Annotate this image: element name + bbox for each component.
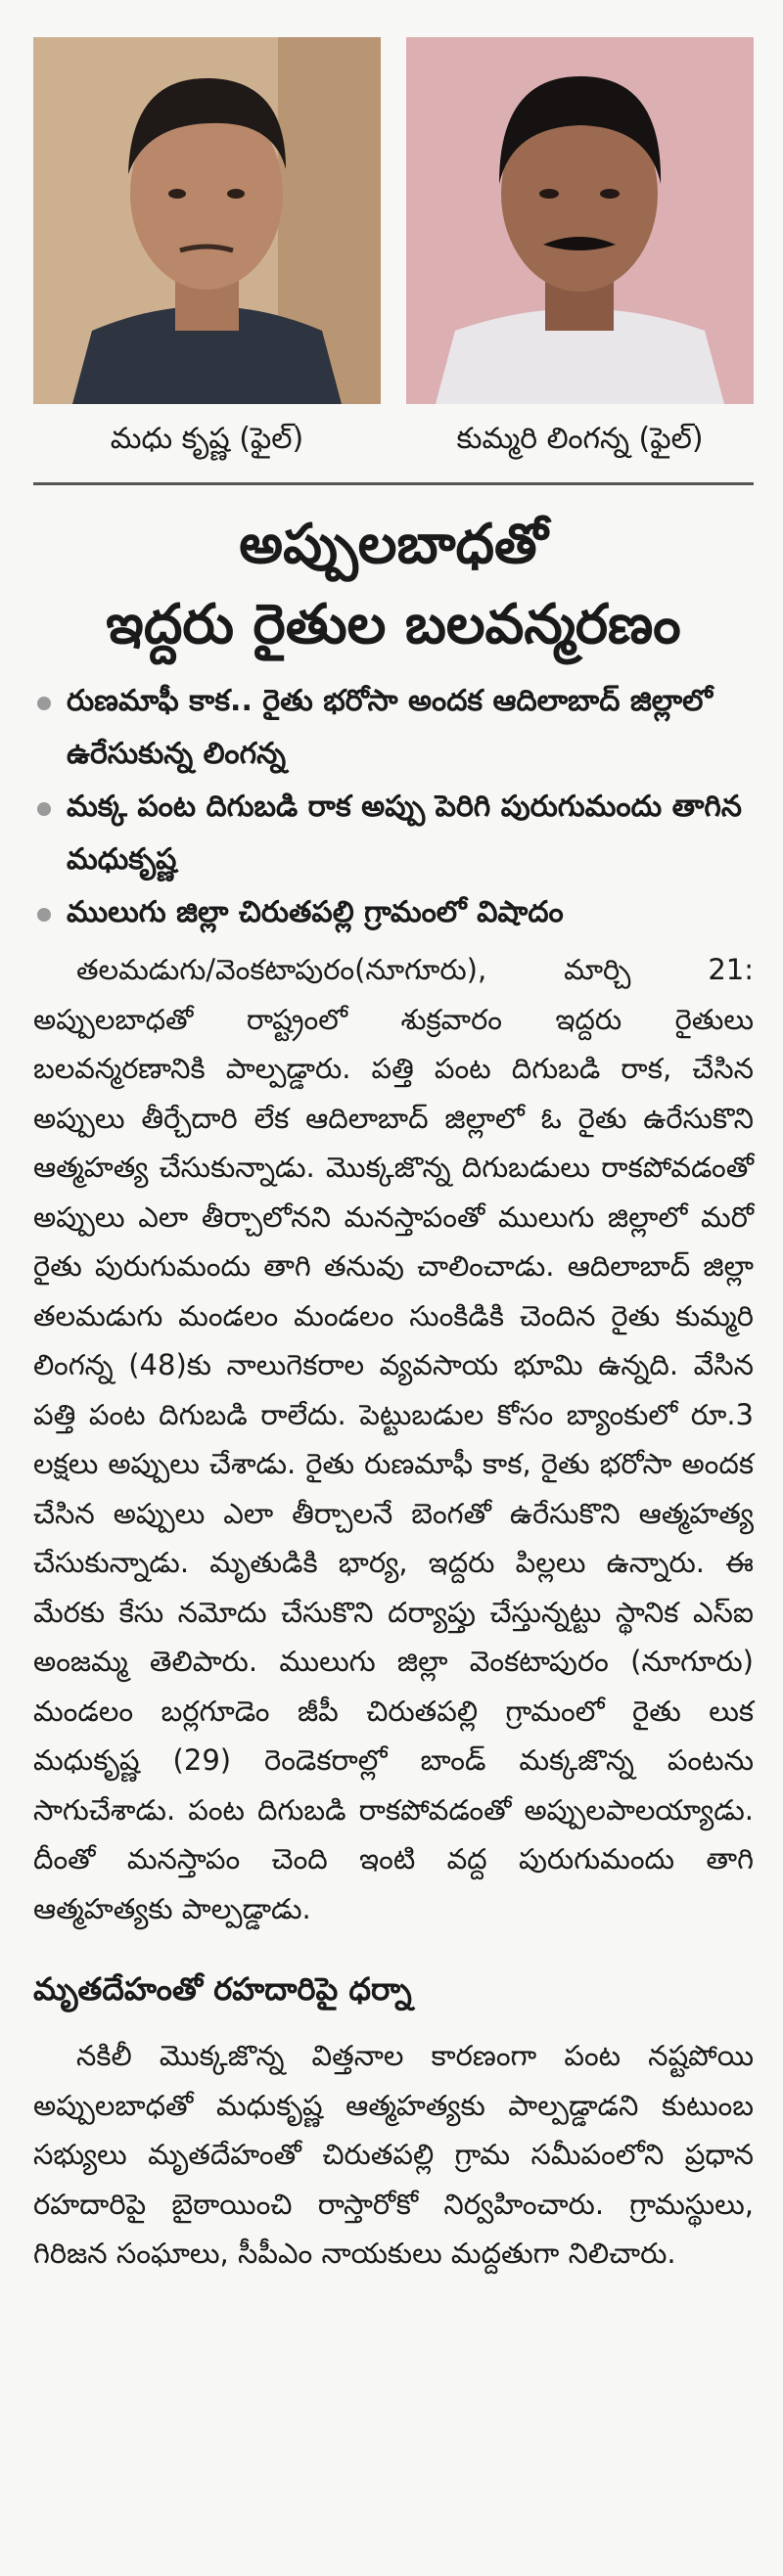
divider	[33, 482, 754, 485]
photo-caption: మధు కృష్ణ (ఫైల్)	[110, 422, 304, 456]
subheading: మృతదేహంతో రహదారిపై ధర్నా	[33, 1970, 412, 2008]
photo-card-madhu-krishna	[33, 37, 381, 461]
photo-card-kummari-linganna	[406, 37, 754, 461]
portrait-photo-madhu-krishna	[33, 37, 381, 404]
headline	[33, 505, 754, 665]
headline-line-1: అప్పులబాధతో	[239, 513, 548, 576]
headline-line-2: ఇద్దరు రైతుల బలవన్మరణం	[106, 593, 681, 656]
bullet-icon	[37, 802, 51, 816]
highlight-item: మక్క పంట దిగుబడి రాక అప్పు పెరిగి పురుగుమందు తాగిన మధుకృష్ణ	[33, 781, 754, 886]
article-body-continued: నకిలీ మొక్కజొన్న విత్తనాల కారణంగా పంట నష్టపోయి అప్పులబాధతో మధుకృష్ణ ఆత్మహత్యకు పాల్పడ్డాడని కుటుంబ సభ్యులు మృతదేహంతో చిరుతపల్లి గ్రామ సమీపంలోని ప్రధాన రహదారిపై బైఠాయించి రాస్తారోకో నిర్వహించారు. గ్రామస్థులు, గిరిజన సంఘాలు, సీపీఎం నాయకులు మద్దతుగా నిలిచారు.	[33, 2039, 754, 2270]
portrait-photo-kummari-linganna	[406, 37, 754, 404]
portrait-illustration-young-man	[33, 37, 381, 404]
photo-row	[33, 0, 754, 461]
highlights-list	[33, 675, 754, 939]
highlight-item: రుణమాఫీ కాక.. రైతు భరోసా అందక ఆదిలాబాద్ జిల్లాలో ఉరేసుకున్న లింగన్న	[33, 675, 754, 781]
bullet-icon	[37, 908, 51, 922]
article-body: తలమడుగు/వెంకటాపురం(నూగూరు), మార్చి 21: అప్పులబాధతో రాష్ట్రంలో శుక్రవారం ఇద్దరు రైతులు బలవన్మరణానికి పాల్పడ్డారు. పత్తి పంట దిగుబడి రాక, చేసిన అప్పులు తీర్చేదారి లేక ఆదిలాబాద్ జిల్లాలో ఓ రైతు ఉరేసుకొని ఆత్మహత్య చేసుకున్నాడు. మొక్కజొన్న దిగుబడులు రాకపోవడంతో అప్పులు ఎలా తీర్చాలోనని మనస్తాపంతో ములుగు జిల్లాలో మరో రైతు పురుగుమందు తాగి తనువు చాలించాడు. ఆదిలాబాద్ జిల్లా తలమడుగు మండలం మండలం సుంకిడికి చెందిన రైతు కుమ్మరి లింగన్న (48)కు నాలుగెకరాల వ్యవసాయ భూమి ఉన్నది. వేసిన పత్తి పంట దిగుబడి రాలేదు. పెట్టుబడుల కోసం బ్యాంకులో రూ.3 లక్షలు అప్పులు చేశాడు. రైతు రుణమాఫీ కాక, రైతు భరోసా అందక చేసిన అప్పులు ఎలా తీర్చాలనే బెంగతో ఉరేసుకొని ఆత్మహత్య చేసుకున్నాడు. మృతుడికి భార్య, ఇద్దరు పిల్లలు ఉన్నారు. ఈ మేరకు కేసు నమోదు చేసుకొని దర్యాప్తు చేస్తున్నట్టు స్థానిక ఎస్ఐ అంజమ్మ తెలిపారు. ములుగు జిల్లా వెంకటాపురం (నూగూరు) మండలం బర్లగూడెం జీపీ చిరుతపల్లి గ్రామంలో రైతు లుక మధుకృష్ణ (29) రెండెకరాల్లో బాండ్ మక్కజొన్న పంటను సాగుచేశాడు. పంట దిగుబడి రాకపోవడంతో అప్పులపాలయ్యాడు. దీంతో మనస్తాపం చెంది ఇంటి వద్ద పురుగుమందు తాగి ఆత్మహత్యకు పాల్పడ్డాడు.	[33, 953, 754, 1925]
highlight-item: ములుగు జిల్లా చిరుతపల్లి గ్రామంలో విషాదం	[33, 886, 754, 939]
portrait-illustration-man-mustache	[406, 37, 754, 404]
photo-caption: కుమ్మరి లింగన్న (ఫైల్)	[456, 422, 704, 456]
bullet-icon	[37, 697, 51, 710]
